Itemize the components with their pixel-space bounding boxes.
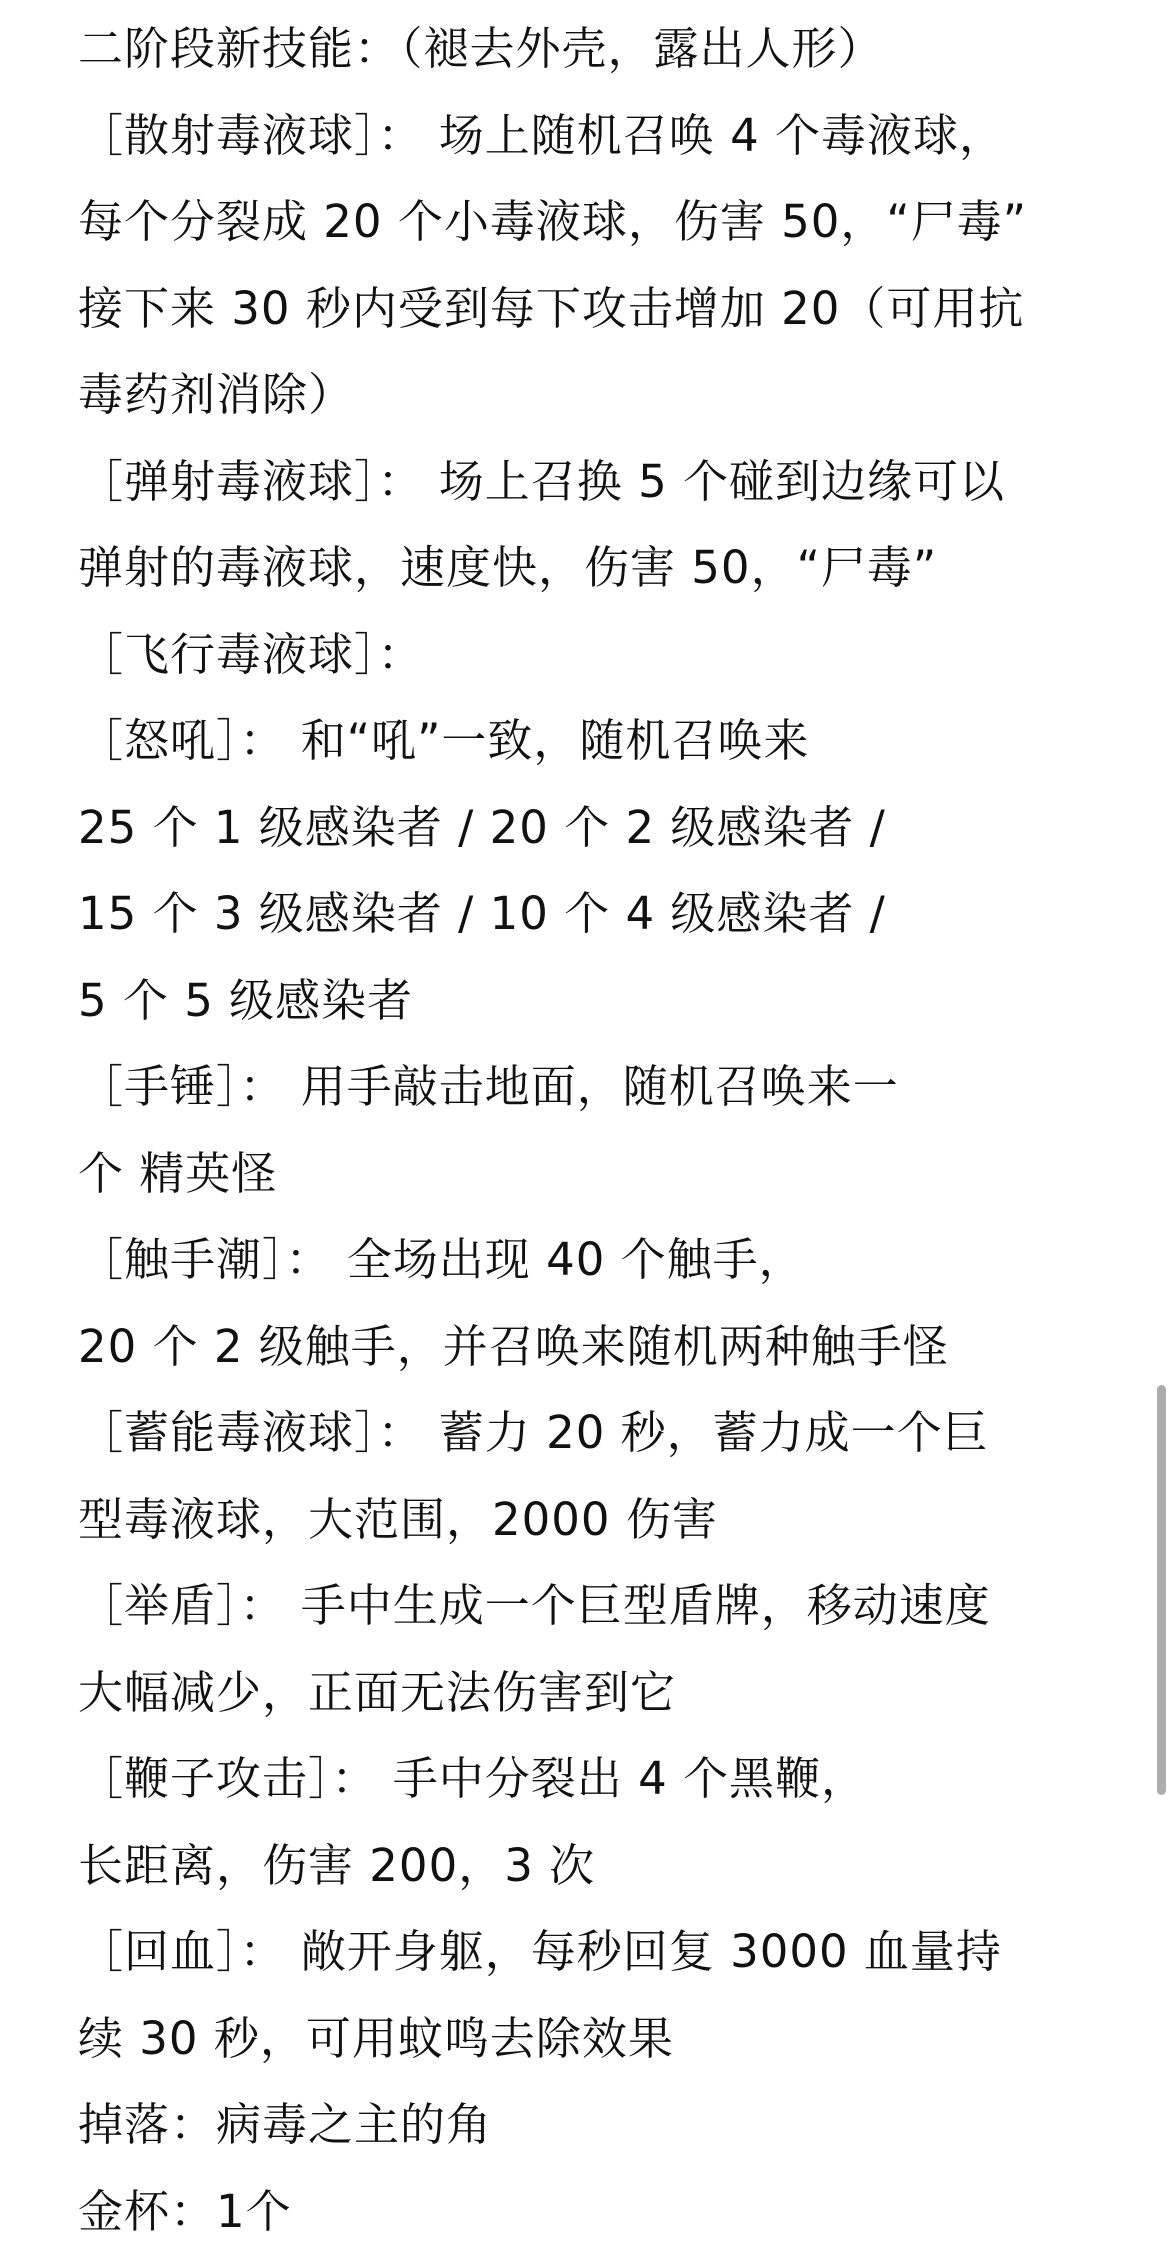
note-line: 每个分裂成 20 个小毒液球，伤害 50，“尸毒” (78, 179, 1088, 266)
note-line: ［回血］： 敞开身躯，每秒回复 3000 血量持 (78, 1909, 1088, 1996)
note-line: ［手锤］： 用手敲击地面，随机召唤来一 (78, 1044, 1088, 1131)
note-line: ［怒吼］： 和“吼”一致，随机召唤来 (78, 698, 1088, 785)
note-line: 20 个 2 级触手，并召唤来随机两种触手怪 (78, 1304, 1088, 1391)
note-line: ［弹射毒液球］： 场上召换 5 个碰到边缘可以 (78, 439, 1088, 526)
note-line-drop: 掉落：病毒之主的角 (78, 2082, 1088, 2169)
note-line: 毒药剂消除） (78, 352, 1088, 439)
note-line: 续 30 秒，可用蚊鸣去除效果 (78, 1996, 1088, 2083)
note-line-cup: 金杯：1个 (78, 2169, 1088, 2255)
note-line: 15 个 3 级感染者 / 10 个 4 级感染者 / (78, 871, 1088, 958)
note-line: 大幅减少，正面无法伤害到它 (78, 1650, 1088, 1737)
note-line: 25 个 1 级感染者 / 20 个 2 级感染者 / (78, 785, 1088, 872)
note-line: ［举盾］： 手中生成一个巨型盾牌，移动速度 (78, 1563, 1088, 1650)
note-line: ［蓄能毒液球］： 蓄力 20 秒，蓄力成一个巨 (78, 1390, 1088, 1477)
note-line: 长距离，伤害 200，3 次 (78, 1823, 1088, 1910)
note-line: ［飞行毒液球］： (78, 612, 1088, 699)
note-line: 弹射的毒液球，速度快，伤害 50，“尸毒” (78, 525, 1088, 612)
note-line: ［散射毒液球］： 场上随机召唤 4 个毒液球， (78, 93, 1088, 180)
note-body (78, 6, 1088, 2255)
note-line: ［触手潮］： 全场出现 40 个触手， (78, 1217, 1088, 1304)
note-line: 型毒液球，大范围，2000 伤害 (78, 1477, 1088, 1564)
note-line: 个 精英怪 (78, 1131, 1088, 1218)
vertical-scrollbar[interactable] (1157, 1385, 1166, 1795)
note-line: 接下来 30 秒内受到每下攻击增加 20（可用抗 (78, 266, 1088, 353)
note-line: ［鞭子攻击］： 手中分裂出 4 个黑鞭， (78, 1736, 1088, 1823)
note-line: 5 个 5 级感染者 (78, 958, 1088, 1045)
note-line-heading: 二阶段新技能：（褪去外壳，露出人形） (78, 6, 1088, 93)
